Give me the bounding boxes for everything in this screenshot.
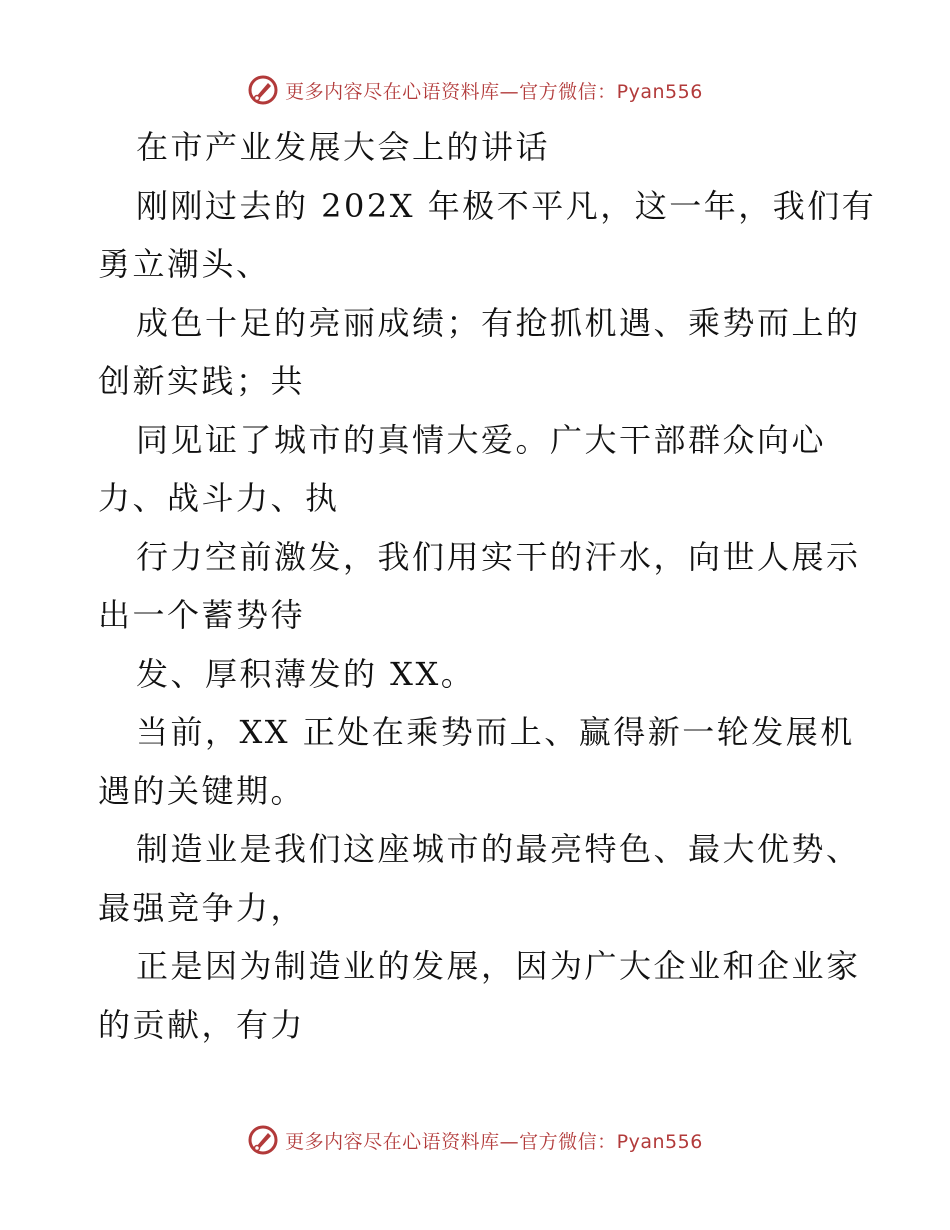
- footer-banner: [0, 1120, 950, 1160]
- text-line: 勇立潮头、: [98, 245, 271, 283]
- text-line: 最强竞争力，: [98, 888, 306, 927]
- text-line: 的贡献，有力: [98, 1005, 306, 1044]
- pen-circle-logo-icon: [247, 1124, 279, 1156]
- text-line: 当前，XX 正处在乘势而上、赢得新一轮发展机: [136, 713, 855, 751]
- text-line: 行力空前激发，我们用实干的汗水，向世人展示: [136, 537, 861, 576]
- document-body: [98, 118, 877, 1054]
- pen-circle-logo-icon: [247, 74, 279, 106]
- text-line: 正是因为制造业的发展，因为广大企业和企业家: [136, 947, 861, 985]
- text-line: 同见证了城市的真情大爱。广大干部群众向心: [136, 420, 827, 459]
- text-line: 成色十足的亮丽成绩；有抢抓机遇、乘势而上的: [136, 303, 861, 342]
- text-line: 发、厚积薄发的 XX。: [136, 654, 476, 693]
- text-line: 力、战斗力、执: [98, 479, 340, 517]
- header-banner: [0, 70, 950, 110]
- text-line: 遇的关键期。: [98, 771, 306, 810]
- text-line: 制造业是我们这座城市的最亮特色、最大优势、: [136, 830, 861, 868]
- text-line: 创新实践；共: [98, 362, 306, 400]
- text-line: 出一个蓄势待: [98, 596, 306, 634]
- text-line: 刚刚过去的 202X 年极不平凡，这一年，我们有: [136, 186, 877, 225]
- footer-banner-text: 更多内容尽在心语资料库—官方微信：Pyan556: [285, 1130, 703, 1153]
- header-banner-text: 更多内容尽在心语资料库—官方微信：Pyan556: [285, 80, 703, 103]
- document-title: 在市产业发展大会上的讲话: [136, 128, 551, 166]
